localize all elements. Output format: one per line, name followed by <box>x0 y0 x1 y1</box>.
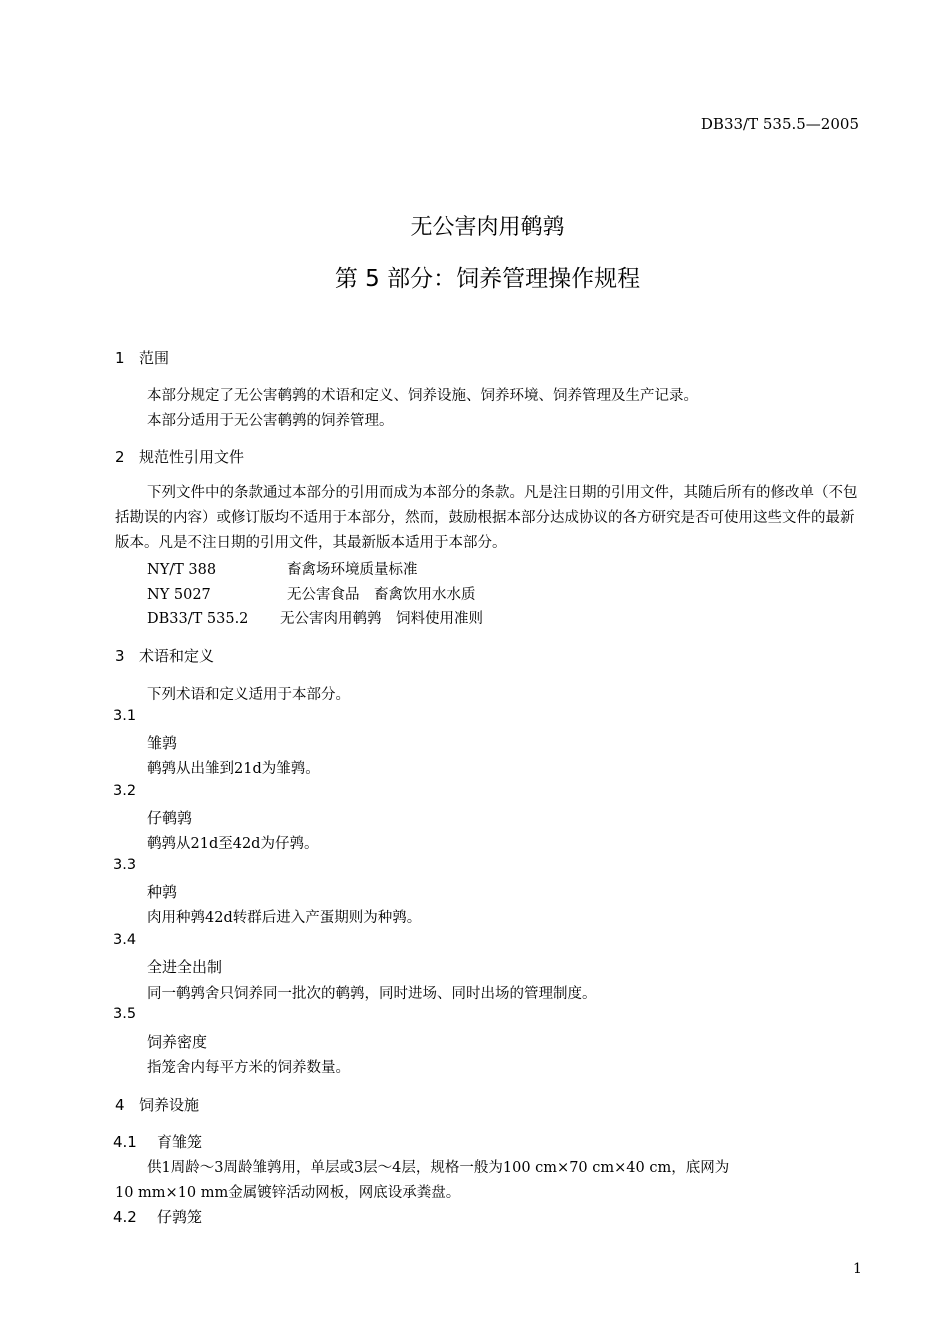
term-title: 种鹑 <box>147 883 178 901</box>
term-definition: 同一鹌鹑舍只饲养同一批次的鹌鹑，同时进场、同时出场的管理制度。 <box>147 986 597 1002</box>
reference-item <box>147 583 476 604</box>
term-definition: 鹌鹑从21d至42d为仔鹑。 <box>147 836 319 852</box>
term-title: 全进全出制 <box>147 958 223 976</box>
reference-item <box>147 558 418 579</box>
section-title: 规范性引用文件 <box>139 448 245 466</box>
section-2-heading <box>115 446 244 467</box>
term-title: 饲养密度 <box>147 1033 208 1051</box>
term-definition: 肉用种鹑42d转群后进入产蛋期则为种鹑。 <box>147 910 422 926</box>
subsection-4-2-heading <box>113 1206 202 1227</box>
section-4-heading <box>115 1094 199 1115</box>
term-definition: 指笼舍内每平方米的饲养数量。 <box>147 1060 350 1076</box>
term-number: 3.2 <box>113 783 137 799</box>
reference-name: 无公害食品 畜禽饮用水水质 <box>287 587 476 603</box>
reference-name: 畜禽场环境质量标准 <box>287 562 418 578</box>
section-title: 范围 <box>139 349 170 367</box>
section-number: 3 <box>115 647 125 665</box>
reference-name: 无公害肉用鹌鹑 饲料使用准则 <box>280 611 483 627</box>
paragraph: 下列术语和定义适用于本部分。 <box>147 687 350 703</box>
term-title: 雏鹑 <box>147 734 178 752</box>
section-title: 术语和定义 <box>139 647 215 665</box>
paragraph: 本部分规定了无公害鹌鹑的术语和定义、饲养设施、饲养环境、饲养管理及生产记录。 <box>147 388 698 404</box>
section-1-heading <box>115 347 169 368</box>
term-title: 仔鹌鹑 <box>147 809 193 827</box>
term-number: 3.5 <box>113 1006 137 1022</box>
term-number: 3.4 <box>113 932 137 948</box>
paragraph: 下列文件中的条款通过本部分的引用而成为本部分的条款。凡是注日期的引用文件，其随后所有的修改单（不包括勘误的内容）或修订版均不适用于本部分，然而，鼓励根据本部分达成协议的各方研究是否可使用这些文件的最新版本。凡是不注日期的引用文件，其最新版本适用于本部分。 <box>115 485 858 551</box>
document-title: 无公害肉用鹌鹑 <box>410 215 565 240</box>
term-definition: 鹌鹑从出雏到21d为雏鹑。 <box>147 761 320 777</box>
paragraph: 本部分适用于无公害鹌鹑的饲养管理。 <box>147 413 394 429</box>
reference-code: DB33/T 535.2 <box>147 611 249 627</box>
reference-item <box>147 607 483 628</box>
subsection-title: 仔鹑笼 <box>157 1208 203 1226</box>
term-number: 3.1 <box>113 708 137 724</box>
page-number: 1 <box>853 1261 862 1277</box>
term-number: 3.3 <box>113 857 137 873</box>
section-number: 1 <box>115 349 125 367</box>
section-title: 饲养设施 <box>139 1096 200 1114</box>
paragraph: 供1周龄～3周龄雏鹑用，单层或3层～4层，规格一般为100 cm×70 cm×40 cm，底网为 <box>147 1160 730 1176</box>
subsection-number: 4.1 <box>113 1133 137 1151</box>
section-number: 4 <box>115 1096 125 1114</box>
reference-code: NY/T 388 <box>147 562 217 578</box>
subsection-4-1-heading <box>113 1131 202 1152</box>
paragraph-continuation: 10 mm×10 mm金属镀锌活动网板，网底设承粪盘。 <box>115 1185 461 1201</box>
document-subtitle: 第 5 部分：饲养管理操作规程 <box>334 266 641 292</box>
subsection-title: 育雏笼 <box>157 1133 203 1151</box>
document-code: DB33/T 535.5—2005 <box>700 115 859 133</box>
reference-code: NY 5027 <box>147 587 211 603</box>
section-3-heading <box>115 645 214 666</box>
subsection-number: 4.2 <box>113 1208 137 1226</box>
section-number: 2 <box>115 448 125 466</box>
